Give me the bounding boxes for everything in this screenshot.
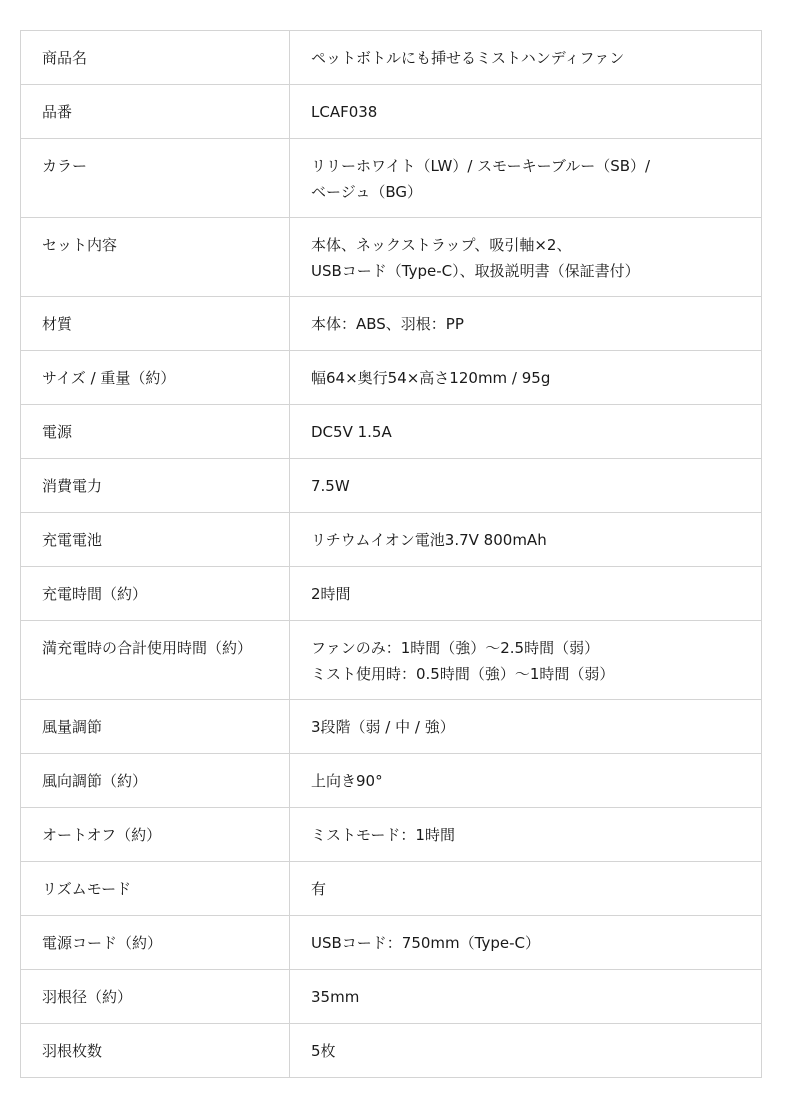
spec-label: 羽根径（約） — [21, 970, 290, 1024]
spec-value: 本体、ネックストラップ、吸引軸×2、 USBコード（Type-C）、取扱説明書（保証書付） — [290, 218, 762, 297]
spec-value: LCAF038 — [290, 85, 762, 139]
spec-label: 満充電時の合計使用時間（約） — [21, 621, 290, 700]
spec-label: カラー — [21, 139, 290, 218]
spec-value: 3段階（弱 / 中 / 強） — [290, 700, 762, 754]
table-row — [21, 218, 762, 297]
table-row — [21, 459, 762, 513]
table-row — [21, 970, 762, 1024]
table-row — [21, 621, 762, 700]
spec-label: 消費電力 — [21, 459, 290, 513]
spec-value: ペットボトルにも挿せるミストハンディファン — [290, 31, 762, 85]
spec-label: 風向調節（約） — [21, 754, 290, 808]
spec-value: 35mm — [290, 970, 762, 1024]
spec-label: 品番 — [21, 85, 290, 139]
spec-value: 上向き90° — [290, 754, 762, 808]
table-row — [21, 916, 762, 970]
spec-value: DC5V 1.5A — [290, 405, 762, 459]
spec-label: 電源 — [21, 405, 290, 459]
spec-label: 充電電池 — [21, 513, 290, 567]
spec-label: オートオフ（約） — [21, 808, 290, 862]
spec-label: サイズ / 重量（約） — [21, 351, 290, 405]
spec-value: リチウムイオン電池3.7V 800mAh — [290, 513, 762, 567]
spec-value: ファンのみ：1時間（強）〜2.5時間（弱） ミスト使用時：0.5時間（強）〜1時間（弱） — [290, 621, 762, 700]
spec-table — [20, 30, 762, 1078]
table-row — [21, 85, 762, 139]
spec-value: 5枚 — [290, 1024, 762, 1078]
table-row — [21, 405, 762, 459]
spec-value: 7.5W — [290, 459, 762, 513]
spec-value: USBコード：750mm（Type-C） — [290, 916, 762, 970]
table-row — [21, 862, 762, 916]
spec-label: リズムモード — [21, 862, 290, 916]
spec-label: 風量調節 — [21, 700, 290, 754]
spec-label: 羽根枚数 — [21, 1024, 290, 1078]
table-row — [21, 754, 762, 808]
spec-value: ミストモード：1時間 — [290, 808, 762, 862]
spec-label: セット内容 — [21, 218, 290, 297]
table-row — [21, 513, 762, 567]
spec-label: 電源コード（約） — [21, 916, 290, 970]
table-row — [21, 808, 762, 862]
table-row — [21, 31, 762, 85]
spec-value: 幅64×奥行54×高さ120mm / 95g — [290, 351, 762, 405]
spec-value: 2時間 — [290, 567, 762, 621]
table-row — [21, 139, 762, 218]
table-row — [21, 351, 762, 405]
spec-label: 充電時間（約） — [21, 567, 290, 621]
table-row — [21, 1024, 762, 1078]
spec-value: 本体：ABS、羽根：PP — [290, 297, 762, 351]
spec-value: リリーホワイト（LW）/ スモーキーブルー（SB）/ ベージュ（BG） — [290, 139, 762, 218]
spec-value: 有 — [290, 862, 762, 916]
spec-table-body — [21, 31, 762, 1078]
spec-label: 商品名 — [21, 31, 290, 85]
table-row — [21, 700, 762, 754]
table-row — [21, 567, 762, 621]
spec-label: 材質 — [21, 297, 290, 351]
table-row — [21, 297, 762, 351]
